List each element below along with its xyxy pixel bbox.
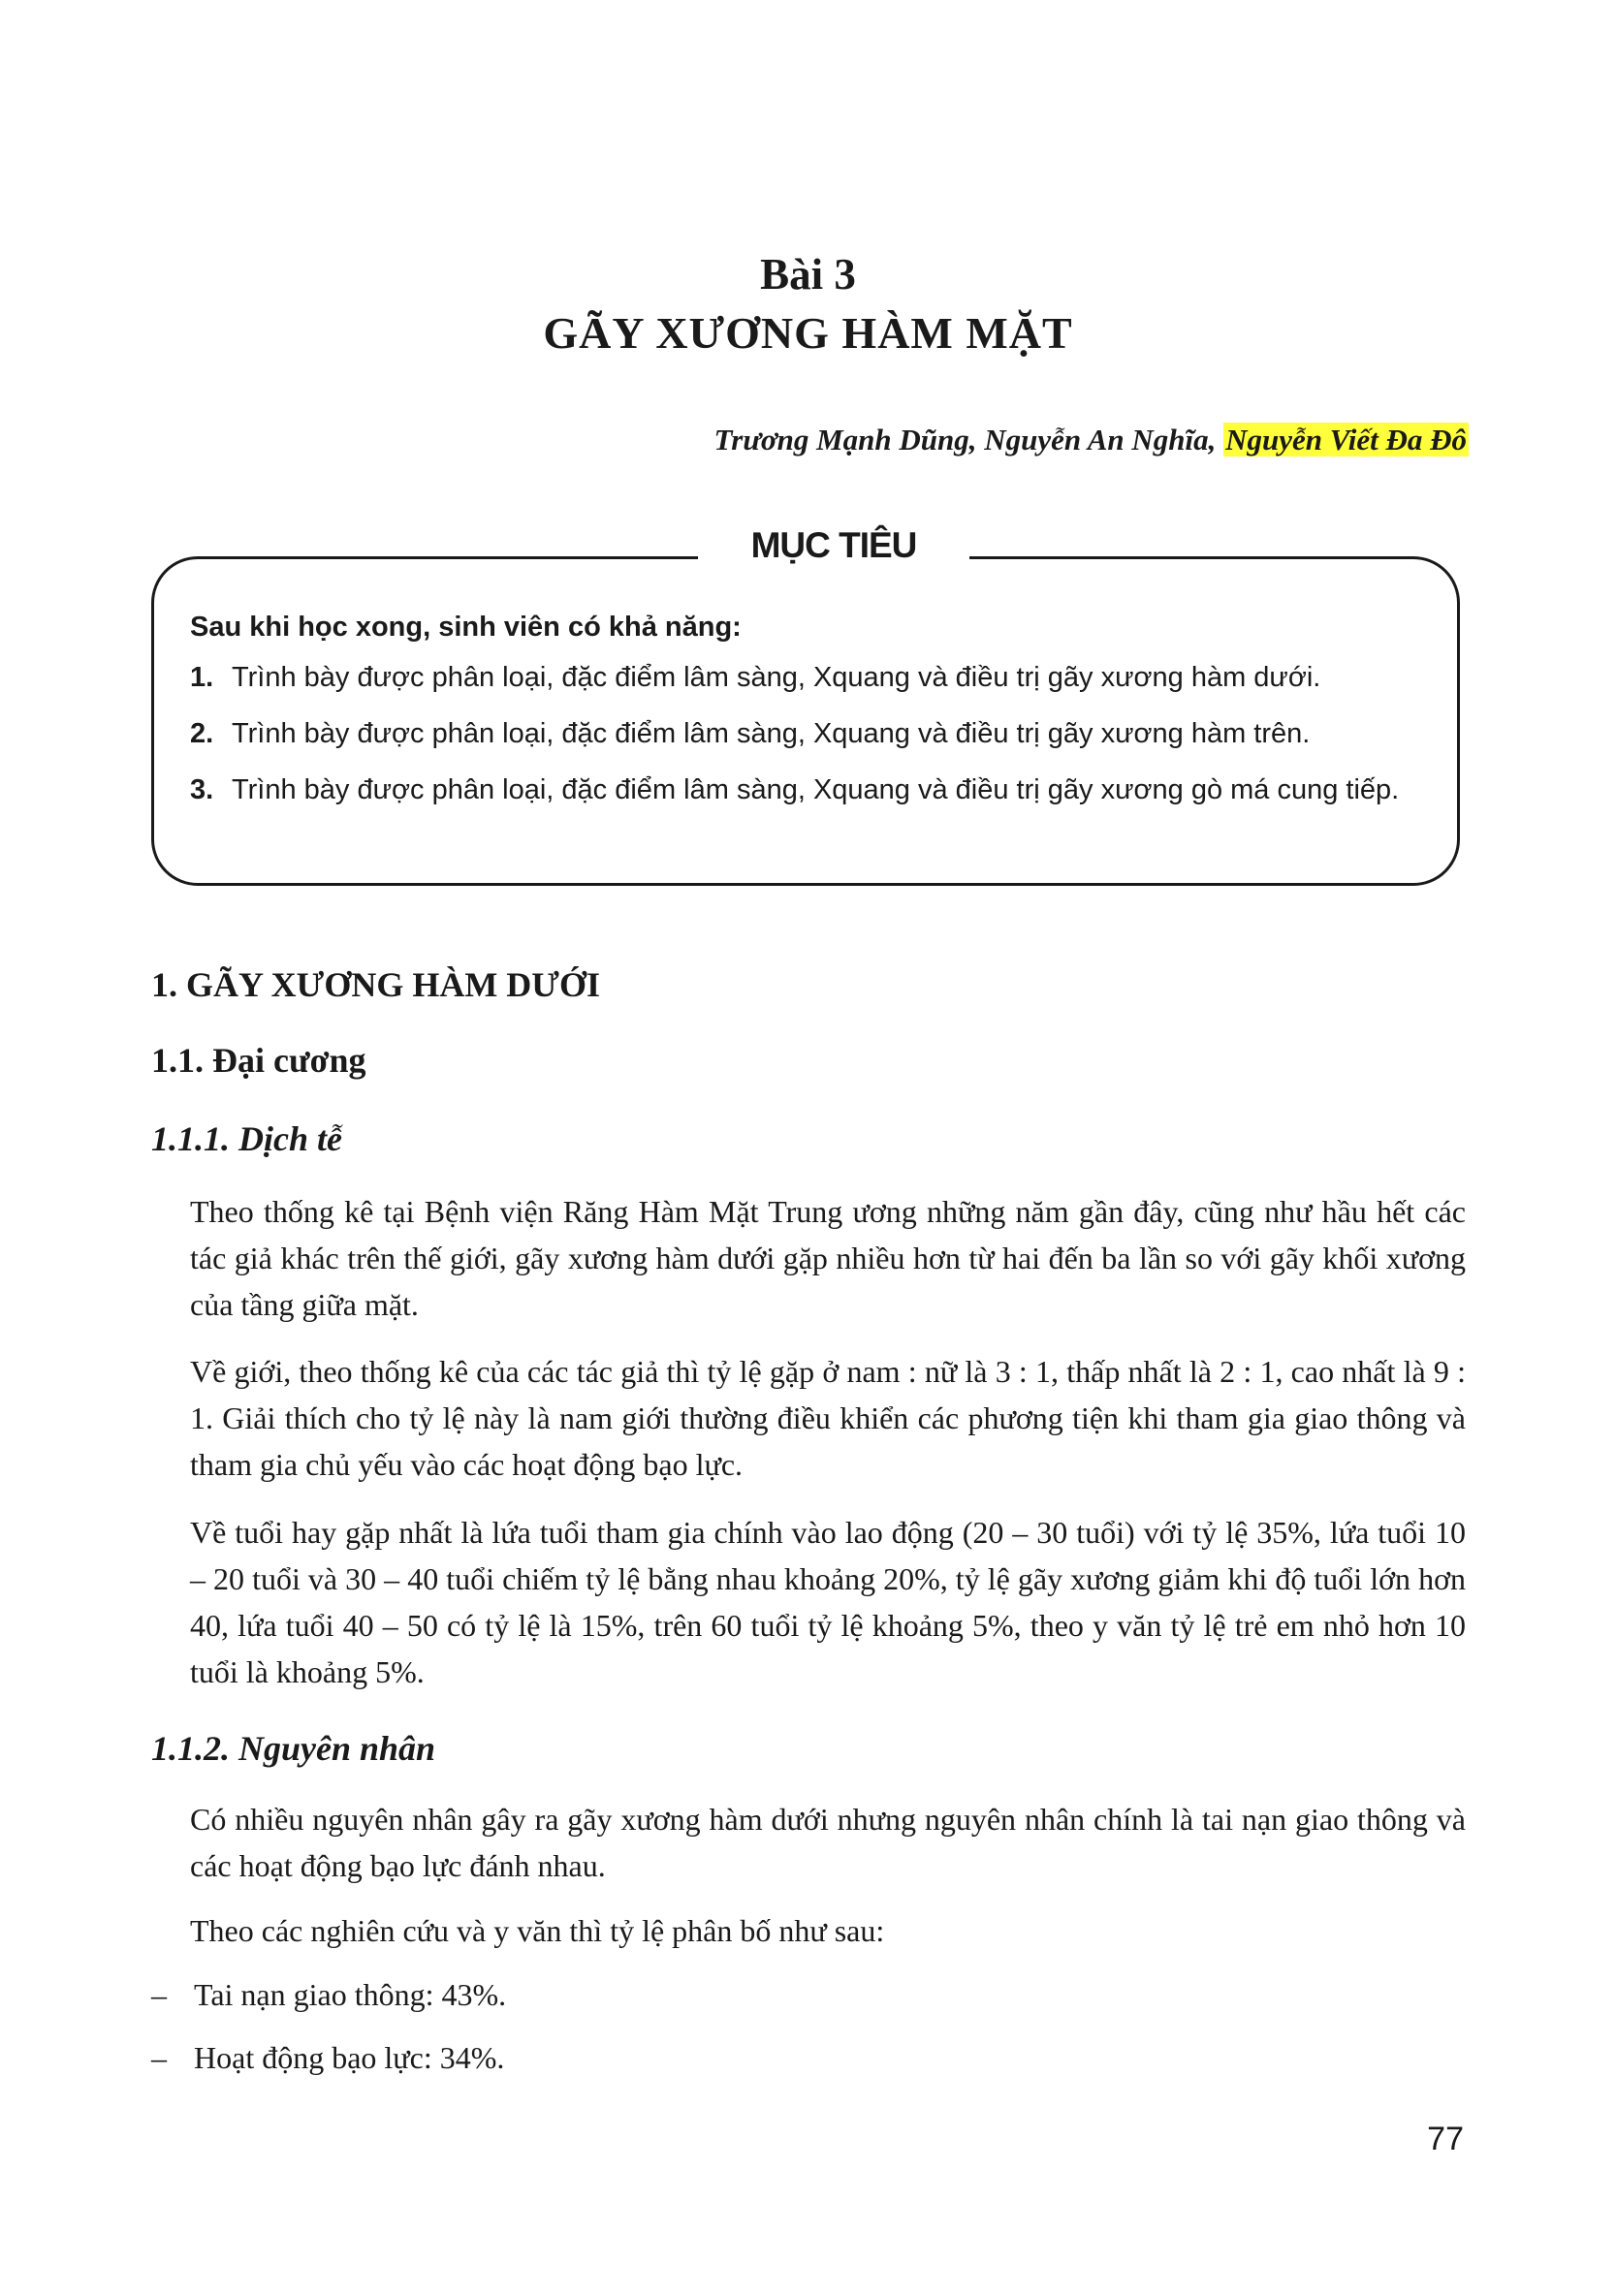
paragraph: Có nhiều nguyên nhân gây ra gãy xương hàm dưới nhưng nguyên nhân chính là tai nạn giao thông và các hoạt động bạo lực đánh nhau. (190, 1802, 1466, 1883)
objectives-content (190, 609, 1431, 828)
section-heading: 1. GÃY XƯƠNG HÀM DƯỚI (151, 965, 600, 1004)
paragraph: Theo các nghiên cứu và y văn thì tỷ lệ phân bố như sau: (190, 1913, 885, 1948)
page-number: 77 (1427, 2121, 1464, 2157)
paragraph: Theo thống kê tại Bệnh viện Răng Hàm Mặt Trung ương những năm gần đây, cũng như hầu hết các tác giả khác trên thế giới, gãy xương hàm dưới gặp nhiều hơn từ hai đến ba lần so với gãy khối xương của tầng giữa mặt. (190, 1194, 1466, 1322)
paragraph: Về tuổi hay gặp nhất là lứa tuổi tham gia chính vào lao động (20 – 30 tuổi) với tỷ lệ 35%, lứa tuổi 10 – 20 tuổi và 30 – 40 tuổi chiếm tỷ lệ bằng nhau khoảng 20%, tỷ lệ gãy xương giảm khi độ tuổi lớn hơn 40, lứa tuổi 40 – 50 có tỷ lệ là 15%, trên 60 tuổi tỷ lệ khoảng 5%, theo y văn tỷ lệ trẻ em nhỏ hơn 10 tuổi là khoảng 5%. (190, 1515, 1466, 1689)
objectives-title: MỤC TIÊU (698, 517, 969, 575)
objectives-intro: Sau khi học xong, sinh viên có khả năng: (190, 612, 742, 643)
objective-item (190, 771, 1431, 808)
list-item-text: Hoạt động bạo lực: 34%. (194, 2040, 505, 2075)
list-item-text: Tai nạn giao thông: 43%. (194, 1977, 507, 2012)
list-dash: – (151, 1977, 167, 2012)
objective-number: 2. (190, 718, 214, 749)
objective-number: 1. (190, 662, 214, 693)
subsubsection-heading: 1.1.2. Nguyên nhân (151, 1729, 436, 1768)
authors-highlighted: Nguyễn Viết Đa Đô (1225, 423, 1467, 456)
authors-plain: Trương Mạnh Dũng, Nguyễn An Nghĩa, (713, 423, 1224, 456)
subsection-heading: 1.1. Đại cương (151, 1041, 366, 1080)
list-item (151, 1971, 506, 2018)
lesson-number: Bài 3 (760, 250, 856, 299)
subsubsection-heading: 1.1.1. Dịch tễ (151, 1119, 342, 1158)
objective-text: Trình bày được phân loại, đặc điểm lâm sàng, Xquang và điều trị gãy xương gò má cung tiếp. (232, 774, 1400, 805)
objective-text: Trình bày được phân loại, đặc điểm lâm sàng, Xquang và điều trị gãy xương hàm trên. (232, 718, 1311, 749)
lesson-title: GÃY XƯƠNG HÀM MẶT (543, 308, 1073, 358)
objective-text: Trình bày được phân loại, đặc điểm lâm sàng, Xquang và điều trị gãy xương hàm dưới. (232, 662, 1321, 693)
objective-number: 3. (190, 774, 214, 805)
paragraph: Về giới, theo thống kê của các tác giả thì tỷ lệ gặp ở nam : nữ là 3 : 1, thấp nhất là 2 : 1, cao nhất là 9 : 1. Giải thích cho tỷ lệ này là nam giới thường điều khiển các phương tiện khi tham gia giao thông và tham gia chủ yếu vào các hoạt động bạo lực. (190, 1354, 1466, 1482)
list-dash: – (151, 2040, 167, 2075)
list-item (151, 2034, 504, 2081)
objective-item (190, 715, 1431, 752)
objective-item (190, 659, 1431, 696)
authors (714, 420, 1469, 460)
